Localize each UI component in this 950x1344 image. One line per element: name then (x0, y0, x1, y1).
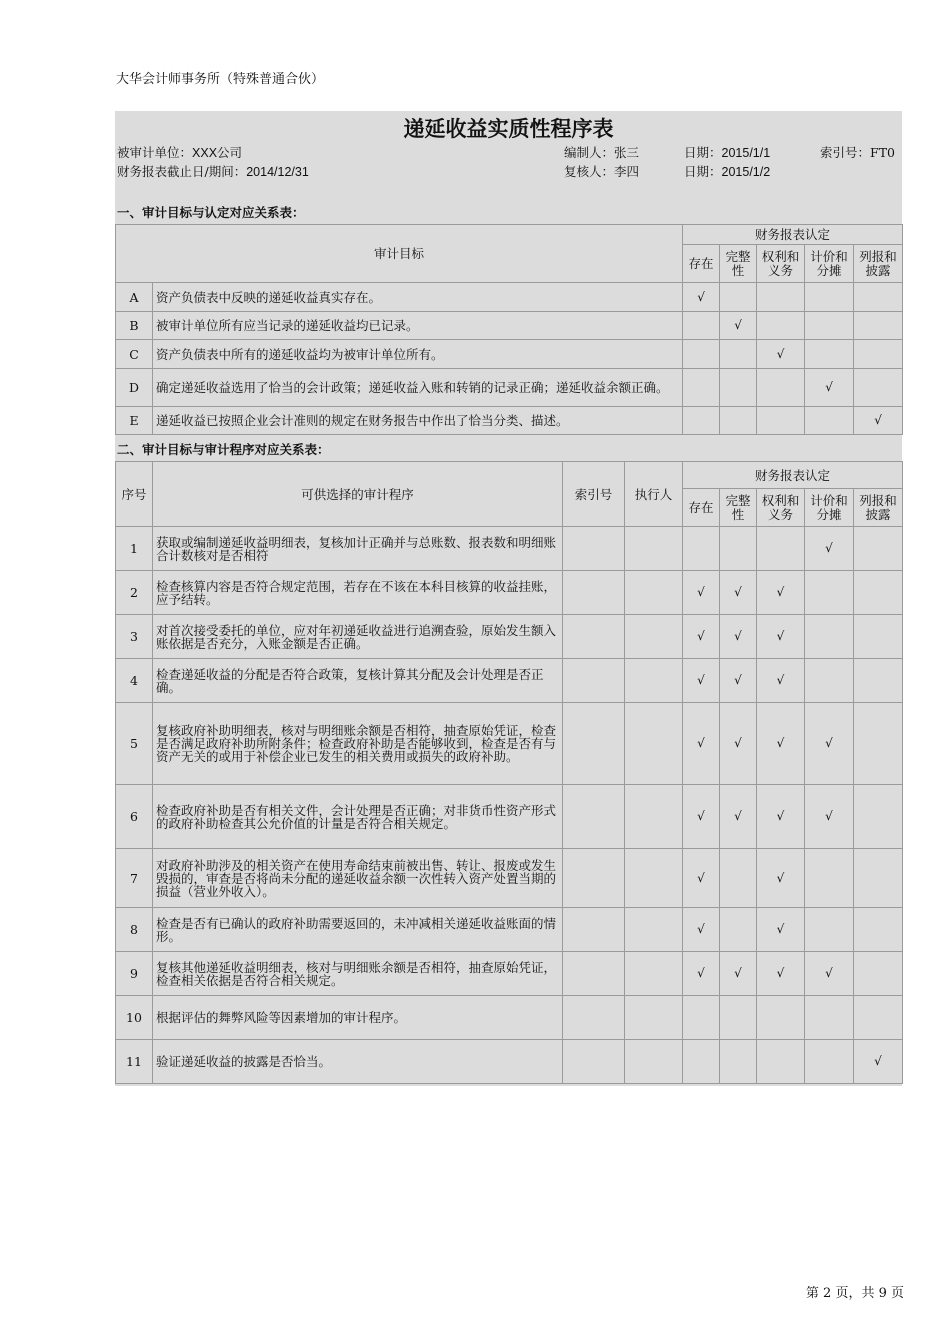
assertion-mark: √ (757, 615, 805, 659)
prep-date-value: 2015/1/1 (721, 146, 771, 160)
firm-name: 大华会计师事务所（特殊普通合伙） (116, 72, 325, 87)
assertion-mark (805, 908, 854, 952)
procedure-no: 2 (116, 571, 153, 615)
objective-text: 被审计单位所有应当记录的递延收益均已记录。 (153, 312, 683, 340)
assertion-mark: √ (683, 703, 720, 785)
procedure-index-cell[interactable] (563, 952, 625, 996)
assertion-mark (757, 407, 805, 435)
assertions-header-2: 财务报表认定 (683, 462, 903, 489)
index-header: 索引号 (563, 462, 625, 527)
assertion-mark: √ (720, 952, 757, 996)
procedure-text: 复核政府补助明细表，核对与明细账余额是否相符，抽查原始凭证，检查是否满足政府补助所附条件；检查政府补助是否能够收到，检查是否有与资产无关的或用于补偿企业已发生的相关费用或损失的政府补助。 (153, 703, 563, 785)
assertion-presentation-2: 列报和披露 (854, 489, 903, 527)
procedure-index-cell[interactable] (563, 527, 625, 571)
assertion-mark: √ (683, 952, 720, 996)
assertion-mark (805, 659, 854, 703)
assertion-mark (805, 283, 854, 312)
objective-row (116, 312, 903, 340)
assertion-mark (683, 996, 720, 1040)
assertion-mark (805, 407, 854, 435)
objective-header: 审计目标 (116, 225, 683, 283)
assertion-existence-2: 存在 (683, 489, 720, 527)
assertion-mark (805, 849, 854, 908)
assertion-mark (854, 340, 903, 369)
review-date-label: 日期： (684, 164, 722, 179)
procedure-no: 5 (116, 703, 153, 785)
procedure-executor-cell[interactable] (625, 527, 683, 571)
procedure-index-cell[interactable] (563, 703, 625, 785)
assertion-mark (805, 312, 854, 340)
procedure-no: 1 (116, 527, 153, 571)
reviewer-value: 李四 (614, 164, 640, 179)
assertion-mark (720, 283, 757, 312)
procedure-row (116, 659, 903, 703)
executor-header: 执行人 (625, 462, 683, 527)
procedure-executor-cell[interactable] (625, 849, 683, 908)
assertion-mark: √ (854, 407, 903, 435)
procedure-text: 对政府补助涉及的相关资产在使用寿命结束前被出售、转让、报废或发生毁损的，审查是否将尚未分配的递延收益余额一次性转入资产处置当期的损益（营业外收入）。 (153, 849, 563, 908)
procedure-text: 根据评估的舞弊风险等因素增加的审计程序。 (153, 996, 563, 1040)
reviewer-row (564, 162, 639, 180)
assertion-mark: √ (805, 369, 854, 407)
assertion-presentation: 列报和披露 (854, 245, 903, 283)
prep-date-label: 日期： (684, 145, 722, 160)
assertion-mark (683, 1040, 720, 1084)
assertion-mark: √ (805, 952, 854, 996)
procedure-no: 9 (116, 952, 153, 996)
objectives-table (115, 224, 903, 435)
assertion-existence: 存在 (683, 245, 720, 283)
procedure-row (116, 996, 903, 1040)
procedure-text: 检查是否有已确认的政府补助需要返回的，未冲减相关递延收益账面的情形。 (153, 908, 563, 952)
procedure-index-cell[interactable] (563, 615, 625, 659)
period-row (117, 162, 309, 180)
procedure-no: 11 (116, 1040, 153, 1084)
procedure-row (116, 571, 903, 615)
section1-heading: 一、审计目标与认定对应关系表： (117, 205, 305, 220)
procedure-no: 8 (116, 908, 153, 952)
assertion-mark: √ (854, 1040, 903, 1084)
objective-code: E (116, 407, 153, 435)
entity-value: XXX公司 (192, 146, 243, 160)
procedure-text: 检查政府补助是否有相关文件，会计处理是否正确；对非货币性资产形式的政府补助检查其公允价值的计量是否符合相关规定。 (153, 785, 563, 849)
assertion-mark: √ (757, 703, 805, 785)
assertion-mark: √ (757, 340, 805, 369)
assertion-mark (854, 849, 903, 908)
page-title: 递延收益实质性程序表 (403, 117, 614, 141)
procedure-executor-cell[interactable] (625, 615, 683, 659)
assertion-mark (720, 407, 757, 435)
procedure-executor-cell[interactable] (625, 659, 683, 703)
procedure-index-cell[interactable] (563, 849, 625, 908)
objective-code: A (116, 283, 153, 312)
review-date-row (684, 162, 770, 180)
procedure-text: 复核其他递延收益明细表，核对与明细账余额是否相符，抽查原始凭证，检查相关依据是否符合相关规定。 (153, 952, 563, 996)
assertion-mark (805, 996, 854, 1040)
procedure-text: 获取或编制递延收益明细表，复核加计正确并与总账数、报表数和明细账合计数核对是否相符 (153, 527, 563, 571)
index-label: 索引号： (820, 145, 871, 160)
procedure-row (116, 952, 903, 996)
assertion-mark (805, 615, 854, 659)
assertion-mark (683, 369, 720, 407)
reviewer-label: 复核人： (564, 164, 615, 179)
procedure-no: 4 (116, 659, 153, 703)
assertion-mark: √ (720, 785, 757, 849)
objective-text: 确定递延收益选用了恰当的会计政策；递延收益入账和转销的记录正确；递延收益余额正确。 (153, 369, 683, 407)
assertion-mark (805, 571, 854, 615)
procedure-row (116, 615, 903, 659)
assertion-mark: √ (720, 571, 757, 615)
period-value: 2014/12/31 (246, 165, 309, 179)
objective-code: C (116, 340, 153, 369)
assertion-mark (683, 527, 720, 571)
procedure-executor-cell[interactable] (625, 785, 683, 849)
objective-text: 资产负债表中所有的递延收益均为被审计单位所有。 (153, 340, 683, 369)
objective-text: 递延收益已按照企业会计准则的规定在财务报告中作出了恰当分类、描述。 (153, 407, 683, 435)
assertion-mark (805, 1040, 854, 1084)
assertion-mark (757, 996, 805, 1040)
procedure-text: 验证递延收益的披露是否恰当。 (153, 1040, 563, 1084)
assertion-mark (757, 369, 805, 407)
procedure-row (116, 849, 903, 908)
assertion-mark (854, 908, 903, 952)
assertion-mark (720, 340, 757, 369)
worksheet (115, 111, 902, 1086)
assertion-mark (683, 407, 720, 435)
objective-row (116, 340, 903, 369)
assertions-header: 财务报表认定 (683, 225, 903, 245)
no-header: 序号 (116, 462, 153, 527)
assertion-mark: √ (805, 703, 854, 785)
objective-row (116, 407, 903, 435)
section2-heading: 二、审计目标与审计程序对应关系表： (117, 442, 330, 457)
objective-row (116, 283, 903, 312)
assertion-rights-2: 权利和义务 (757, 489, 805, 527)
assertion-mark: √ (757, 849, 805, 908)
procedure-index-cell[interactable] (563, 571, 625, 615)
assertion-mark (720, 1040, 757, 1084)
assertion-mark (854, 369, 903, 407)
assertion-mark (683, 312, 720, 340)
assertion-mark (854, 952, 903, 996)
assertion-mark: √ (720, 703, 757, 785)
assertion-mark: √ (720, 312, 757, 340)
assertion-mark: √ (683, 849, 720, 908)
procedure-executor-cell[interactable] (625, 703, 683, 785)
procedure-text: 检查核算内容是否符合规定范围，若存在不该在本科目核算的收益挂账，应予结转。 (153, 571, 563, 615)
procedure-index-cell[interactable] (563, 659, 625, 703)
procedures-table (115, 461, 903, 1084)
procedure-index-cell[interactable] (563, 908, 625, 952)
assertion-mark (720, 996, 757, 1040)
assertion-mark: √ (757, 659, 805, 703)
procedure-row (116, 908, 903, 952)
procedure-no: 10 (116, 996, 153, 1040)
review-date-value: 2015/1/2 (721, 165, 771, 179)
assertion-mark: √ (683, 615, 720, 659)
assertion-valuation: 计价和分摊 (805, 245, 854, 283)
assertion-mark (805, 340, 854, 369)
assertion-mark: √ (683, 283, 720, 312)
assertion-mark (720, 527, 757, 571)
preparer-label: 编制人： (564, 145, 615, 160)
assertion-mark (720, 908, 757, 952)
assertion-mark (854, 571, 903, 615)
procedure-header: 可供选择的审计程序 (153, 462, 563, 527)
procedure-no: 6 (116, 785, 153, 849)
procedure-executor-cell[interactable] (625, 996, 683, 1040)
assertion-mark: √ (720, 615, 757, 659)
preparer-row (564, 143, 639, 161)
assertion-mark: √ (757, 785, 805, 849)
index-row (820, 143, 895, 161)
assertion-rights: 权利和义务 (757, 245, 805, 283)
assertion-mark (854, 659, 903, 703)
assertion-completeness: 完整性 (720, 245, 757, 283)
assertion-mark (757, 283, 805, 312)
assertion-mark (854, 996, 903, 1040)
assertion-mark (854, 312, 903, 340)
assertion-mark: √ (805, 527, 854, 571)
assertion-mark (757, 527, 805, 571)
assertion-mark: √ (683, 571, 720, 615)
assertion-mark: √ (683, 785, 720, 849)
assertion-mark (854, 283, 903, 312)
assertion-mark (757, 312, 805, 340)
assertion-mark (854, 527, 903, 571)
assertion-mark: √ (757, 952, 805, 996)
preparer-value: 张三 (614, 145, 640, 160)
procedure-index-cell[interactable] (563, 996, 625, 1040)
entity-label: 被审计单位： (117, 145, 193, 160)
page-footer: 第 2 页，共 9 页 (805, 1286, 904, 1301)
procedure-index-cell[interactable] (563, 785, 625, 849)
assertion-mark (854, 703, 903, 785)
assertion-mark (854, 615, 903, 659)
procedure-row (116, 703, 903, 785)
procedure-row (116, 785, 903, 849)
entity-row (117, 143, 242, 161)
procedure-text: 检查递延收益的分配是否符合政策，复核计算其分配及会计处理是否正确。 (153, 659, 563, 703)
assertion-mark (720, 369, 757, 407)
objective-text: 资产负债表中反映的递延收益真实存在。 (153, 283, 683, 312)
period-label: 财务报表截止日/期间： (117, 164, 247, 179)
assertion-mark: √ (683, 659, 720, 703)
assertion-mark: √ (720, 659, 757, 703)
procedure-row (116, 527, 903, 571)
assertion-mark: √ (757, 571, 805, 615)
procedure-index-cell[interactable] (563, 1040, 625, 1084)
index-value: FT0 (870, 145, 895, 160)
assertion-mark (854, 785, 903, 849)
assertion-completeness-2: 完整性 (720, 489, 757, 527)
assertion-valuation-2: 计价和分摊 (805, 489, 854, 527)
procedure-row (116, 1040, 903, 1084)
assertion-mark: √ (683, 908, 720, 952)
procedure-no: 7 (116, 849, 153, 908)
objective-code: B (116, 312, 153, 340)
assertion-mark: √ (757, 908, 805, 952)
assertion-mark (757, 1040, 805, 1084)
procedure-executor-cell[interactable] (625, 1040, 683, 1084)
assertion-mark (683, 340, 720, 369)
procedure-executor-cell[interactable] (625, 908, 683, 952)
objective-row (116, 369, 903, 407)
objective-code: D (116, 369, 153, 407)
procedure-no: 3 (116, 615, 153, 659)
prep-date-row (684, 143, 770, 161)
assertion-mark (720, 849, 757, 908)
assertion-mark: √ (805, 785, 854, 849)
procedure-text: 对首次接受委托的单位，应对年初递延收益进行追溯查验，原始发生额入账依据是否充分，入账金额是否正确。 (153, 615, 563, 659)
procedure-executor-cell[interactable] (625, 952, 683, 996)
procedure-executor-cell[interactable] (625, 571, 683, 615)
